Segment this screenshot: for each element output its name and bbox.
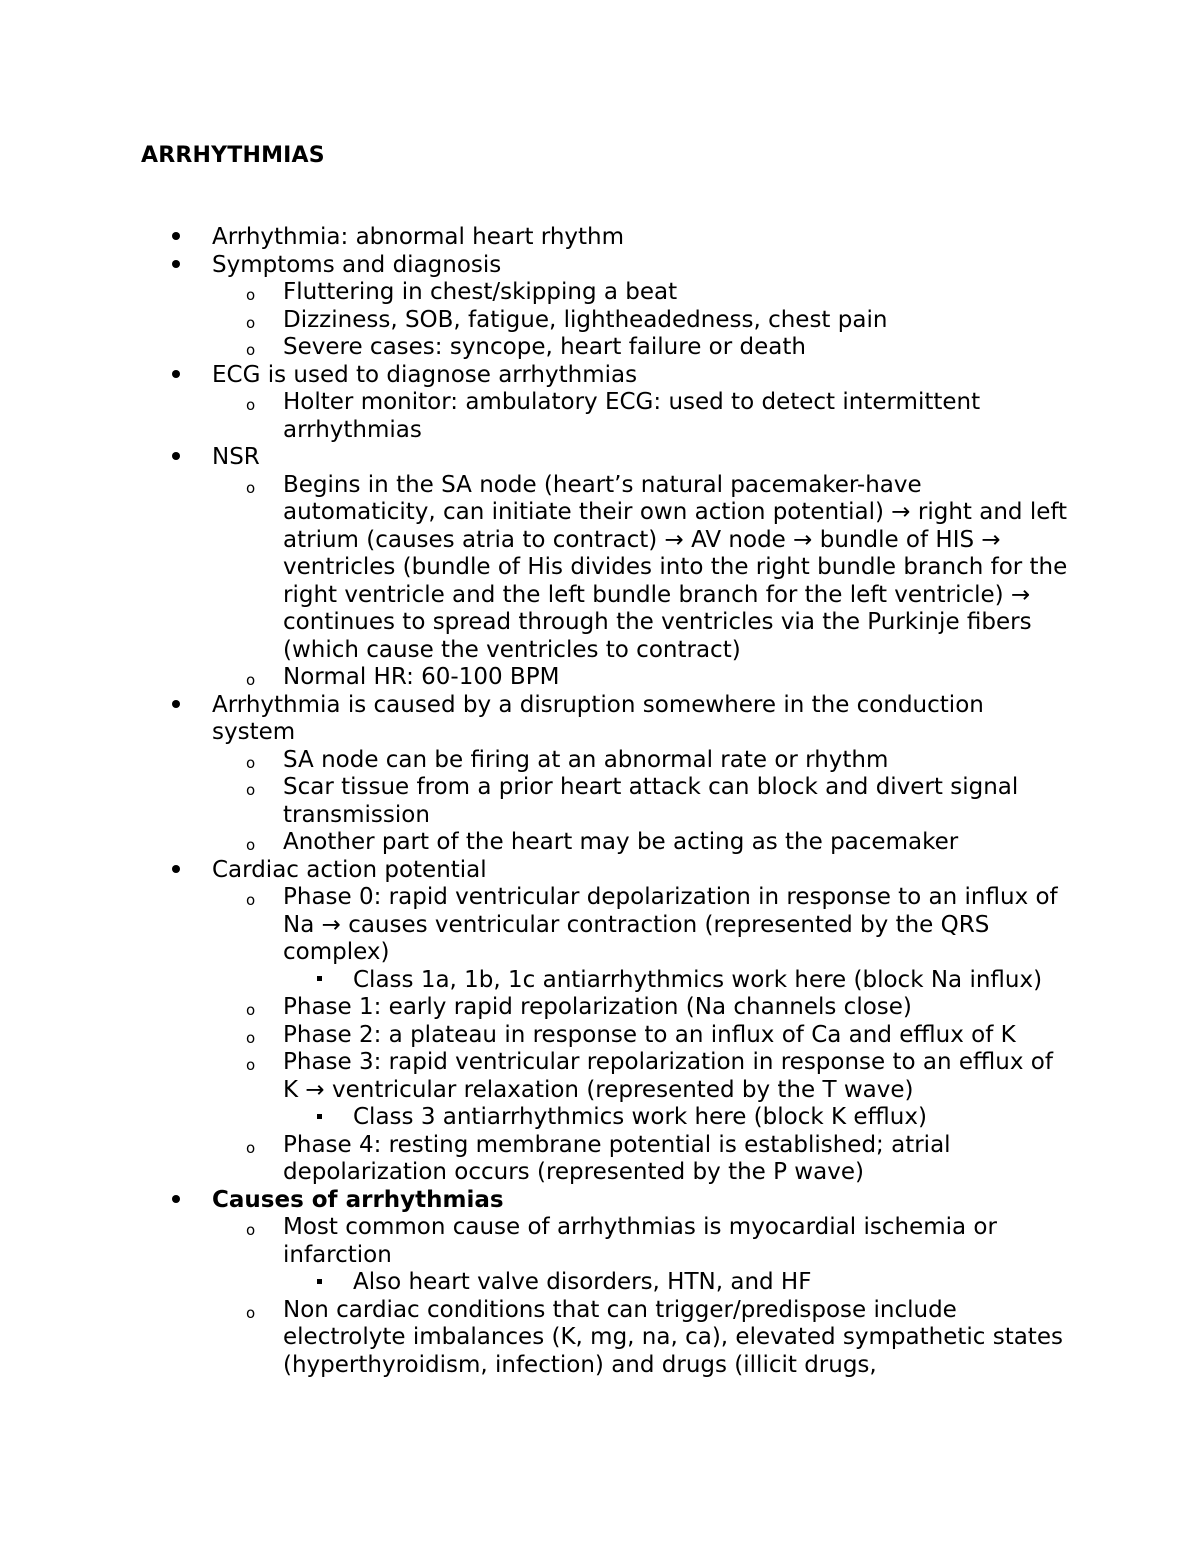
list-item: o Dizziness, SOB, fatigue, lightheadedness, chest pain xyxy=(0,307,1073,335)
circle-bullet-icon: o xyxy=(246,836,256,854)
square-bullet-icon xyxy=(317,967,322,995)
circle-bullet-icon: o xyxy=(246,781,256,799)
list-item: o Fluttering in chest/skipping a beat xyxy=(0,279,1073,307)
section-heading: Causes of arrhythmias xyxy=(212,1186,504,1213)
circle-bullet-icon: o xyxy=(246,1303,256,1322)
circle-bullet-icon: o xyxy=(246,313,256,332)
page-title: ARRHYTHMIAS xyxy=(141,143,325,168)
list-item: o Phase 2: a plateau in response to an influx of Ca and efflux of K xyxy=(0,1022,1073,1050)
list-item: NSR xyxy=(0,444,1072,472)
list-item: Class 1a, 1b, 1c antiarrhythmics work here (block Na influx) xyxy=(0,967,1093,995)
list-item xyxy=(0,1187,1072,1215)
square-bullet-icon xyxy=(317,1269,322,1297)
circle-bullet-icon: o xyxy=(246,753,256,772)
list-item: o SA node can be firing at an abnormal rate or rhythm xyxy=(0,747,1073,775)
list-item: o Phase 4: resting membrane potential is established; atrial depolarization occurs (represented by the P wave) xyxy=(246,1131,951,1185)
list-item: Symptoms and diagnosis xyxy=(0,252,1072,280)
bullet-icon xyxy=(172,224,180,252)
list-item: Arrhythmia is caused by a disruption somewhere in the conduction system xyxy=(0,692,1072,747)
list-item: o Non cardiac conditions that can trigger/predispose include electrolyte imbalances (K, mg, na, ca), elevated sympathetic states (hyperthyroidism, infection) and drugs (illicit drugs, xyxy=(246,1296,1063,1378)
list-item: Arrhythmia: abnormal heart rhythm xyxy=(0,224,1072,252)
list-item: Also heart valve disorders, HTN, and HF xyxy=(0,1269,1093,1297)
list-item: o Begins in the SA node (heart’s natural pacemaker-have automaticity, can initiate their own action potential) → right and left atrium (causes atria to contract) → AV node → bundle of HIS → ventricles (bundle of His divides into the right bundle branch for the right ventricle and the left bundle branch for the left ventricle) → continues to spread through the ventricles via the Purkinje fibers (which cause the ventricles to contract) xyxy=(246,471,1068,663)
circle-bullet-icon: o xyxy=(246,286,256,304)
list-item: o Holter monitor: ambulatory ECG: used to detect intermittent arrhythmias xyxy=(246,389,981,443)
circle-bullet-icon: o xyxy=(246,891,256,909)
circle-bullet-icon: o xyxy=(246,478,256,497)
list-item: o Phase 0: rapid ventricular depolarization in response to an influx of Na → causes ventricular contraction (represented by the QRS complex) xyxy=(246,884,1058,965)
circle-bullet-icon: o xyxy=(246,1056,256,1074)
bullet-icon xyxy=(172,1187,180,1215)
circle-bullet-icon: o xyxy=(246,341,256,359)
list-item: o Severe cases: syncope, heart failure or death xyxy=(0,334,1073,362)
circle-bullet-icon: o xyxy=(246,1221,256,1239)
circle-bullet-icon: o xyxy=(246,1028,256,1047)
bullet-icon xyxy=(172,252,180,280)
bullet-icon xyxy=(172,444,180,472)
bullet-list xyxy=(0,224,1200,1379)
list-item: ECG is used to diagnose arrhythmias xyxy=(0,362,1072,390)
circle-bullet-icon: o xyxy=(246,1138,256,1157)
list-item: o Most common cause of arrhythmias is myocardial ischemia or infarction xyxy=(246,1214,997,1268)
square-bullet-icon xyxy=(317,1104,322,1132)
circle-bullet-icon: o xyxy=(246,1001,256,1019)
list-item: o Phase 3: rapid ventricular repolarization in response to an efflux of K → ventricular relaxation (represented by the T wave) xyxy=(246,1049,1053,1103)
bullet-icon xyxy=(172,362,180,390)
list-item: o Phase 1: early rapid repolarization (Na channels close) xyxy=(0,994,1073,1022)
list-item: o Scar tissue from a prior heart attack can block and divert signal transmission xyxy=(246,774,1019,828)
bullet-icon xyxy=(172,857,180,885)
list-item: o Normal HR: 60-100 BPM xyxy=(0,664,1073,692)
circle-bullet-icon: o xyxy=(246,671,256,689)
list-item: o Another part of the heart may be acting as the pacemaker xyxy=(0,829,1073,857)
bullet-icon xyxy=(172,692,180,720)
list-item: Class 3 antiarrhythmics work here (block K efflux) xyxy=(0,1104,1093,1132)
circle-bullet-icon: o xyxy=(246,396,256,414)
list-item: Cardiac action potential xyxy=(0,857,1072,885)
